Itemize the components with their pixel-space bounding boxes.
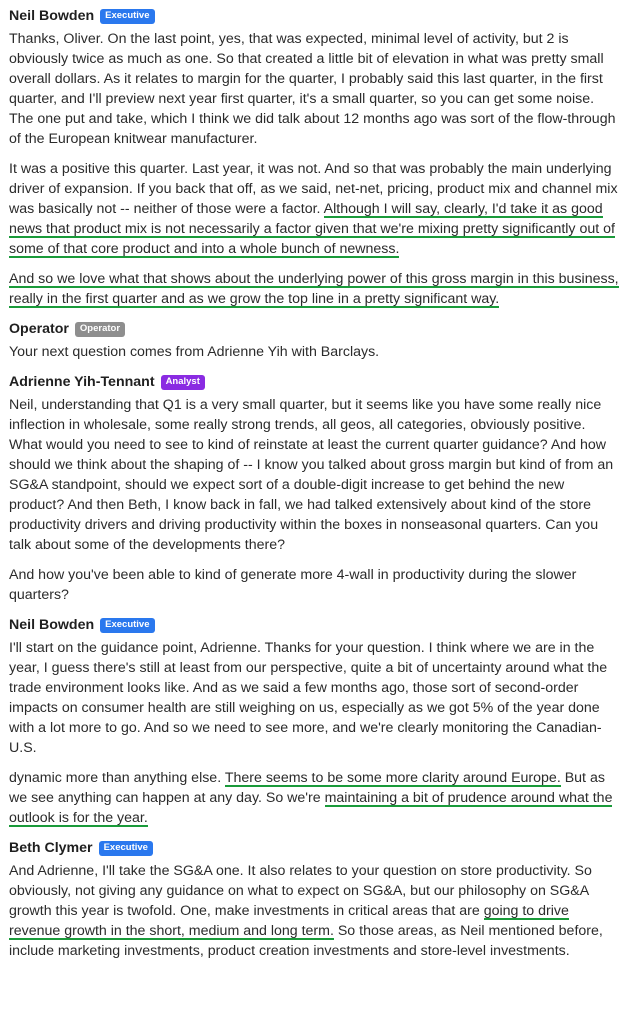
transcript-paragraph [9, 768, 622, 828]
speaker-turn [9, 6, 622, 309]
paragraph-text: And how you've been able to kind of generate more 4-wall in productivity during the slower quarters? [9, 567, 577, 603]
speaker-header [9, 6, 622, 26]
transcript-paragraph [9, 861, 622, 961]
speaker-name: Neil Bowden [9, 8, 95, 24]
paragraph-text: But as we see anything can happen at any day. So we're [9, 770, 605, 806]
paragraph-text: dynamic more than anything else. [9, 770, 225, 786]
role-badge-executive: Executive [100, 9, 154, 24]
speaker-header [9, 372, 622, 392]
speaker-header [9, 838, 622, 858]
transcript-paragraph [9, 269, 622, 309]
transcript-paragraph [9, 159, 622, 259]
highlighted-text: maintaining a bit of prudence around what the outlook is for the year. [9, 790, 613, 826]
paragraph-text: So those areas, as Neil mentioned before, include marketing investments, product creation investments and store-level investments. [9, 923, 603, 959]
speaker-turn [9, 319, 622, 362]
transcript-paragraph [9, 638, 622, 758]
highlighted-text: Although I will say, clearly, I'd take it as good news that product mix is not necessarily a factor given that we're mixing pretty significantly out of some of that core product and into a whole bunch of newness. [9, 201, 615, 257]
highlighted-text: There seems to be some more clarity around Europe. [224, 770, 561, 786]
speaker-turn [9, 372, 622, 605]
transcript-paragraph [9, 395, 622, 555]
speaker-header [9, 319, 622, 339]
role-badge-executive: Executive [100, 618, 154, 633]
speaker-name: Operator [9, 321, 69, 337]
transcript-paragraph [9, 29, 622, 149]
speaker-name: Beth Clymer [9, 840, 93, 856]
speaker-header [9, 615, 622, 635]
speaker-turn [9, 615, 622, 828]
role-badge-executive: Executive [99, 841, 153, 856]
paragraph-text: Thanks, Oliver. On the last point, yes, that was expected, minimal level of activity, but 2 is obviously twice as much as one. So that created a little bit of elevation in what was pretty small overall dollars. As it relates to margin for the quarter, I probably said this last quarter, in the first quarter, and I'll preview next year first quarter, it's a small quarter, so you can get some noise. The one put and take, which I think we did talk about 12 months ago was sort of the flow-through of the European knitwear manufacturer. [9, 31, 616, 147]
role-badge-analyst: Analyst [161, 375, 205, 390]
transcript-paragraph [9, 342, 622, 362]
speaker-turn [9, 838, 622, 961]
speaker-name: Adrienne Yih-Tennant [9, 374, 155, 390]
paragraph-text: Neil, understanding that Q1 is a very small quarter, but it seems like you have some really nice inflection in wholesale, some really strong trends, all geos, all categories, obviously positive. What would you need to see to kind of reinstate at least the current quarter guidance? And how should we think about the shaping of -- I know you talked about gross margin but kind of from an SG&A standpoint, should we expect sort of a double-digit increase to get behind the new product? And then Beth, I know back in fall, we had talked extensively about kind of the store productivity drivers and driving productivity within the boxes in nonseasonal quarters. Can you talk about some of the developments there? [9, 397, 614, 553]
paragraph-text: Your next question comes from Adrienne Yih with Barclays. [9, 344, 380, 360]
transcript-paragraph [9, 565, 622, 605]
paragraph-text: And Adrienne, I'll take the SG&A one. It also relates to your question on store productivity. So obviously, not giving any guidance on what to expect on SG&A, but our philosophy on SG&A growth this year is twofold. One, make investments in critical areas that are [9, 863, 592, 919]
highlighted-text: And so we love what that shows about the underlying power of this gross margin in this business, really in the first quarter and as we grow the top line in a pretty significant way. [9, 271, 619, 307]
role-badge-operator: Operator [75, 322, 125, 337]
highlighted-text: going to drive revenue growth in the short, medium and long term. [9, 903, 569, 939]
speaker-name: Neil Bowden [9, 617, 95, 633]
paragraph-text: I'll start on the guidance point, Adrienne. Thanks for your question. I think where we are in the year, I guess there's still at least from our perspective, quite a bit of uncertainty around what the trade environment looks like. And as we said a few months ago, those sort of second-order impacts on consumer health are still weighing on us, especially as we got 5% of the year done with a lot more to go. And so we need to see more, and we're clearly monitoring the Canadian-U.S. [9, 640, 608, 756]
paragraph-text: It was a positive this quarter. Last year, it was not. And so that was probably the main underlying driver of expansion. If you back that off, as we said, net-net, pricing, product mix and channel mix was basically not -- neither of those were a factor. [9, 161, 618, 217]
